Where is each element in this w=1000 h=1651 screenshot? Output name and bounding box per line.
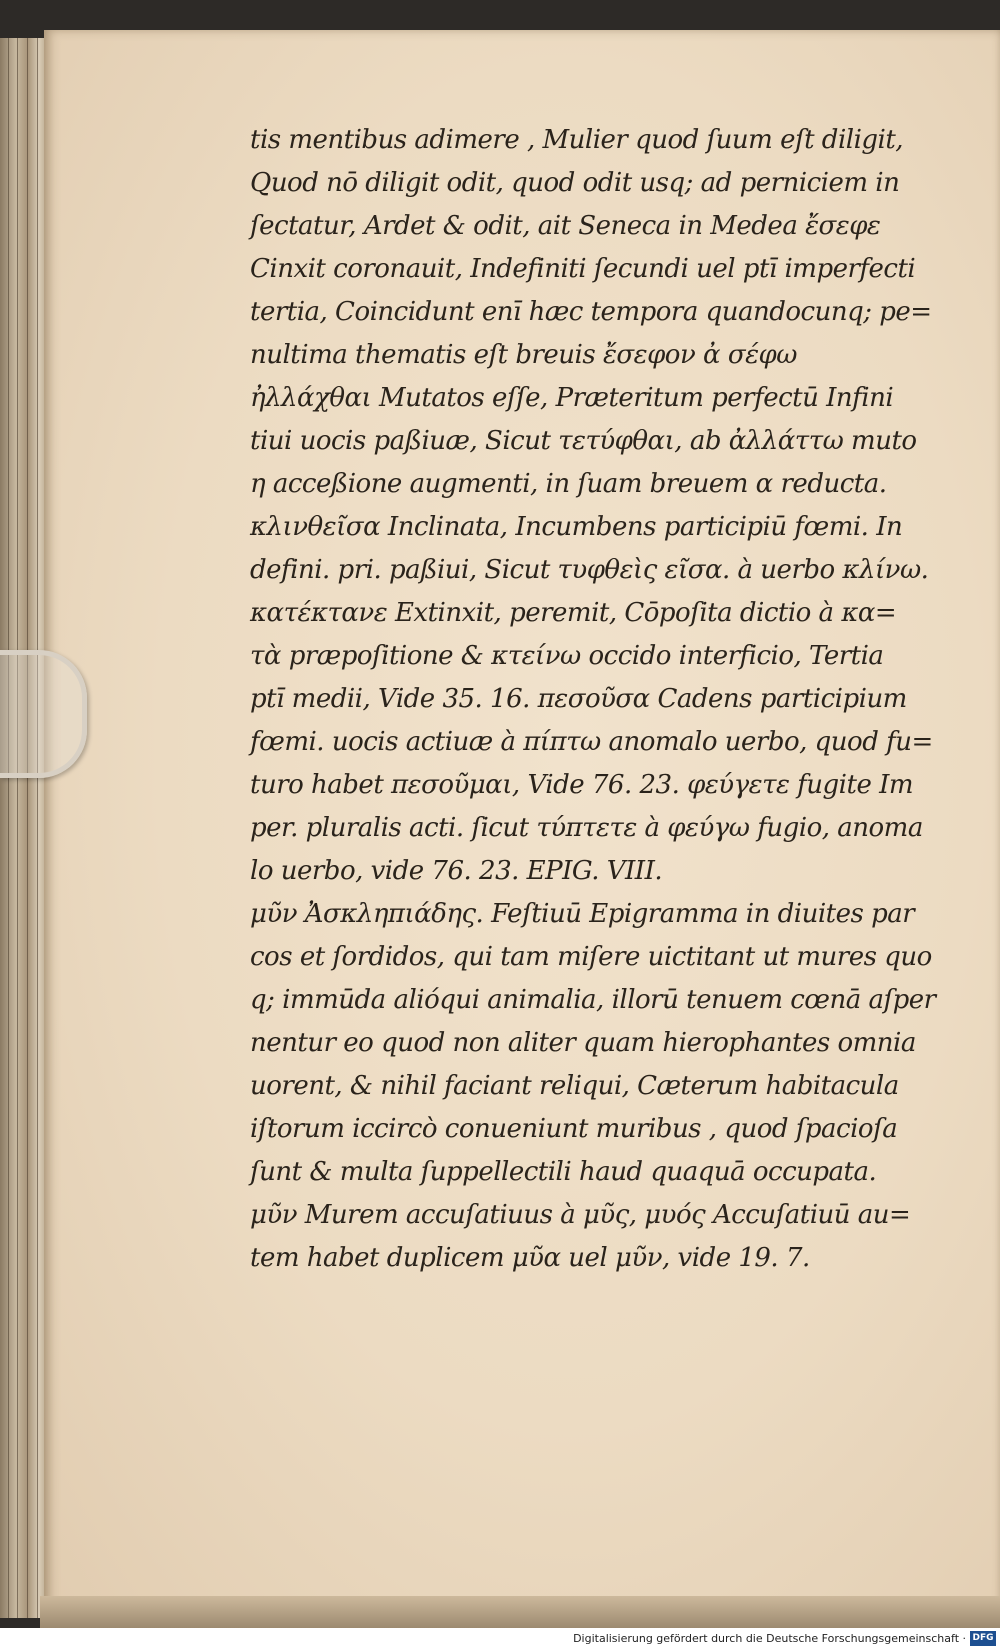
funding-credit: Digitalisierung gefördert durch die Deutsche Forschungsgemeinschaft · xyxy=(573,1632,966,1645)
text-line: nultima thematis eſt breuis ἔσεφον ἀ σέφω xyxy=(250,340,797,370)
text-line: tem habet duplicem μῦα uel μῦν, vide 19. 7. xyxy=(250,1243,810,1273)
text-line: ſunt & multa ſuppellectili haud quaquā occupata. xyxy=(250,1157,877,1187)
text-line: nentur eo quod non aliter quam hierophantes omnia xyxy=(250,1028,916,1058)
text-line: uorent, & nihil faciant reliqui, Cæterum habitacula xyxy=(250,1071,899,1101)
book-clasp xyxy=(0,650,87,778)
text-line: tertia, Coincidunt enī hæc tempora quandocunq; pe= xyxy=(250,297,932,327)
text-line: cos et ſordidos, qui tam miſere uictitant ut mures quo xyxy=(250,942,932,972)
text-line: τὰ præpoſitione & κτείνω occido interficio, Tertia xyxy=(250,641,884,671)
text-line: Cinxit coronauit, Indefiniti ſecundi uel ptī imperfecti xyxy=(250,254,916,284)
text-line: κλινθεῖσα Inclinata, Incumbens participiū fœmi. In xyxy=(250,512,903,542)
text-line: per. pluralis acti. ſicut τύπτετε à φεύγω fugio, anoma xyxy=(250,813,923,843)
text-line: defini. pri. paßiui, Sicut τυφθεὶς εῖσα. à uerbo κλίνω. xyxy=(250,555,929,585)
book-page-edges xyxy=(0,38,46,1618)
page-edge-line xyxy=(17,38,18,1618)
text-line: turo habet πεσοῦμαι, Vide 76. 23. φεύγετε fugite Im xyxy=(250,770,914,800)
text-line: fœmi. uocis actiuæ à πίπτω anomalo uerbo, quod fu= xyxy=(250,727,933,757)
text-line: iſtorum iccircò conueniunt muribus , quod ſpacioſa xyxy=(250,1114,898,1144)
text-line: Quod nō diligit odit, quod odit usq; ad perniciem in xyxy=(250,168,900,198)
text-line: κατέκτανε Extinxit, peremit, Cōpoſita dictio à κα= xyxy=(250,598,897,628)
page-edge-line xyxy=(27,38,28,1618)
text-line: μῦν Murem accuſatiuus à μῦς, μυός Accuſatiuū au= xyxy=(250,1200,911,1230)
text-line: tis mentibus adimere , Mulier quod ſuum eſt diligit, xyxy=(250,125,904,155)
text-line: μῦν Ἀσκληπιάδης. Feſtiuū Epigramma in diuites par xyxy=(250,899,915,929)
text-line: ptī medii, Vide 35. 16. πεσοῦσα Cadens participium xyxy=(250,684,907,714)
text-line: tiui uocis paßiuæ, Sicut τετύφθαι, ab ἀλλάττω muto xyxy=(250,426,917,456)
footer xyxy=(0,1628,1000,1651)
text-line: ἠλλάχθαι Mutatos eſſe, Præteritum perfectū Infini xyxy=(250,383,894,413)
dfg-logo: DFG xyxy=(970,1631,996,1646)
page-edge-line xyxy=(37,38,38,1618)
page-bottom-edge xyxy=(40,1596,1000,1628)
text-line: η acceßione augmenti, in ſuam breuem α reducta. xyxy=(250,469,887,499)
text-line: q; immūda alióqui animalia, illorū tenuem cœnā aſper xyxy=(250,985,936,1015)
page-edge-line xyxy=(8,38,9,1618)
text-line: lo uerbo, vide 76. 23. EPIG. VIII. xyxy=(250,856,663,886)
text-line: ſectatur, Ardet & odit, ait Seneca in Medea ἔσεφε xyxy=(250,211,881,241)
